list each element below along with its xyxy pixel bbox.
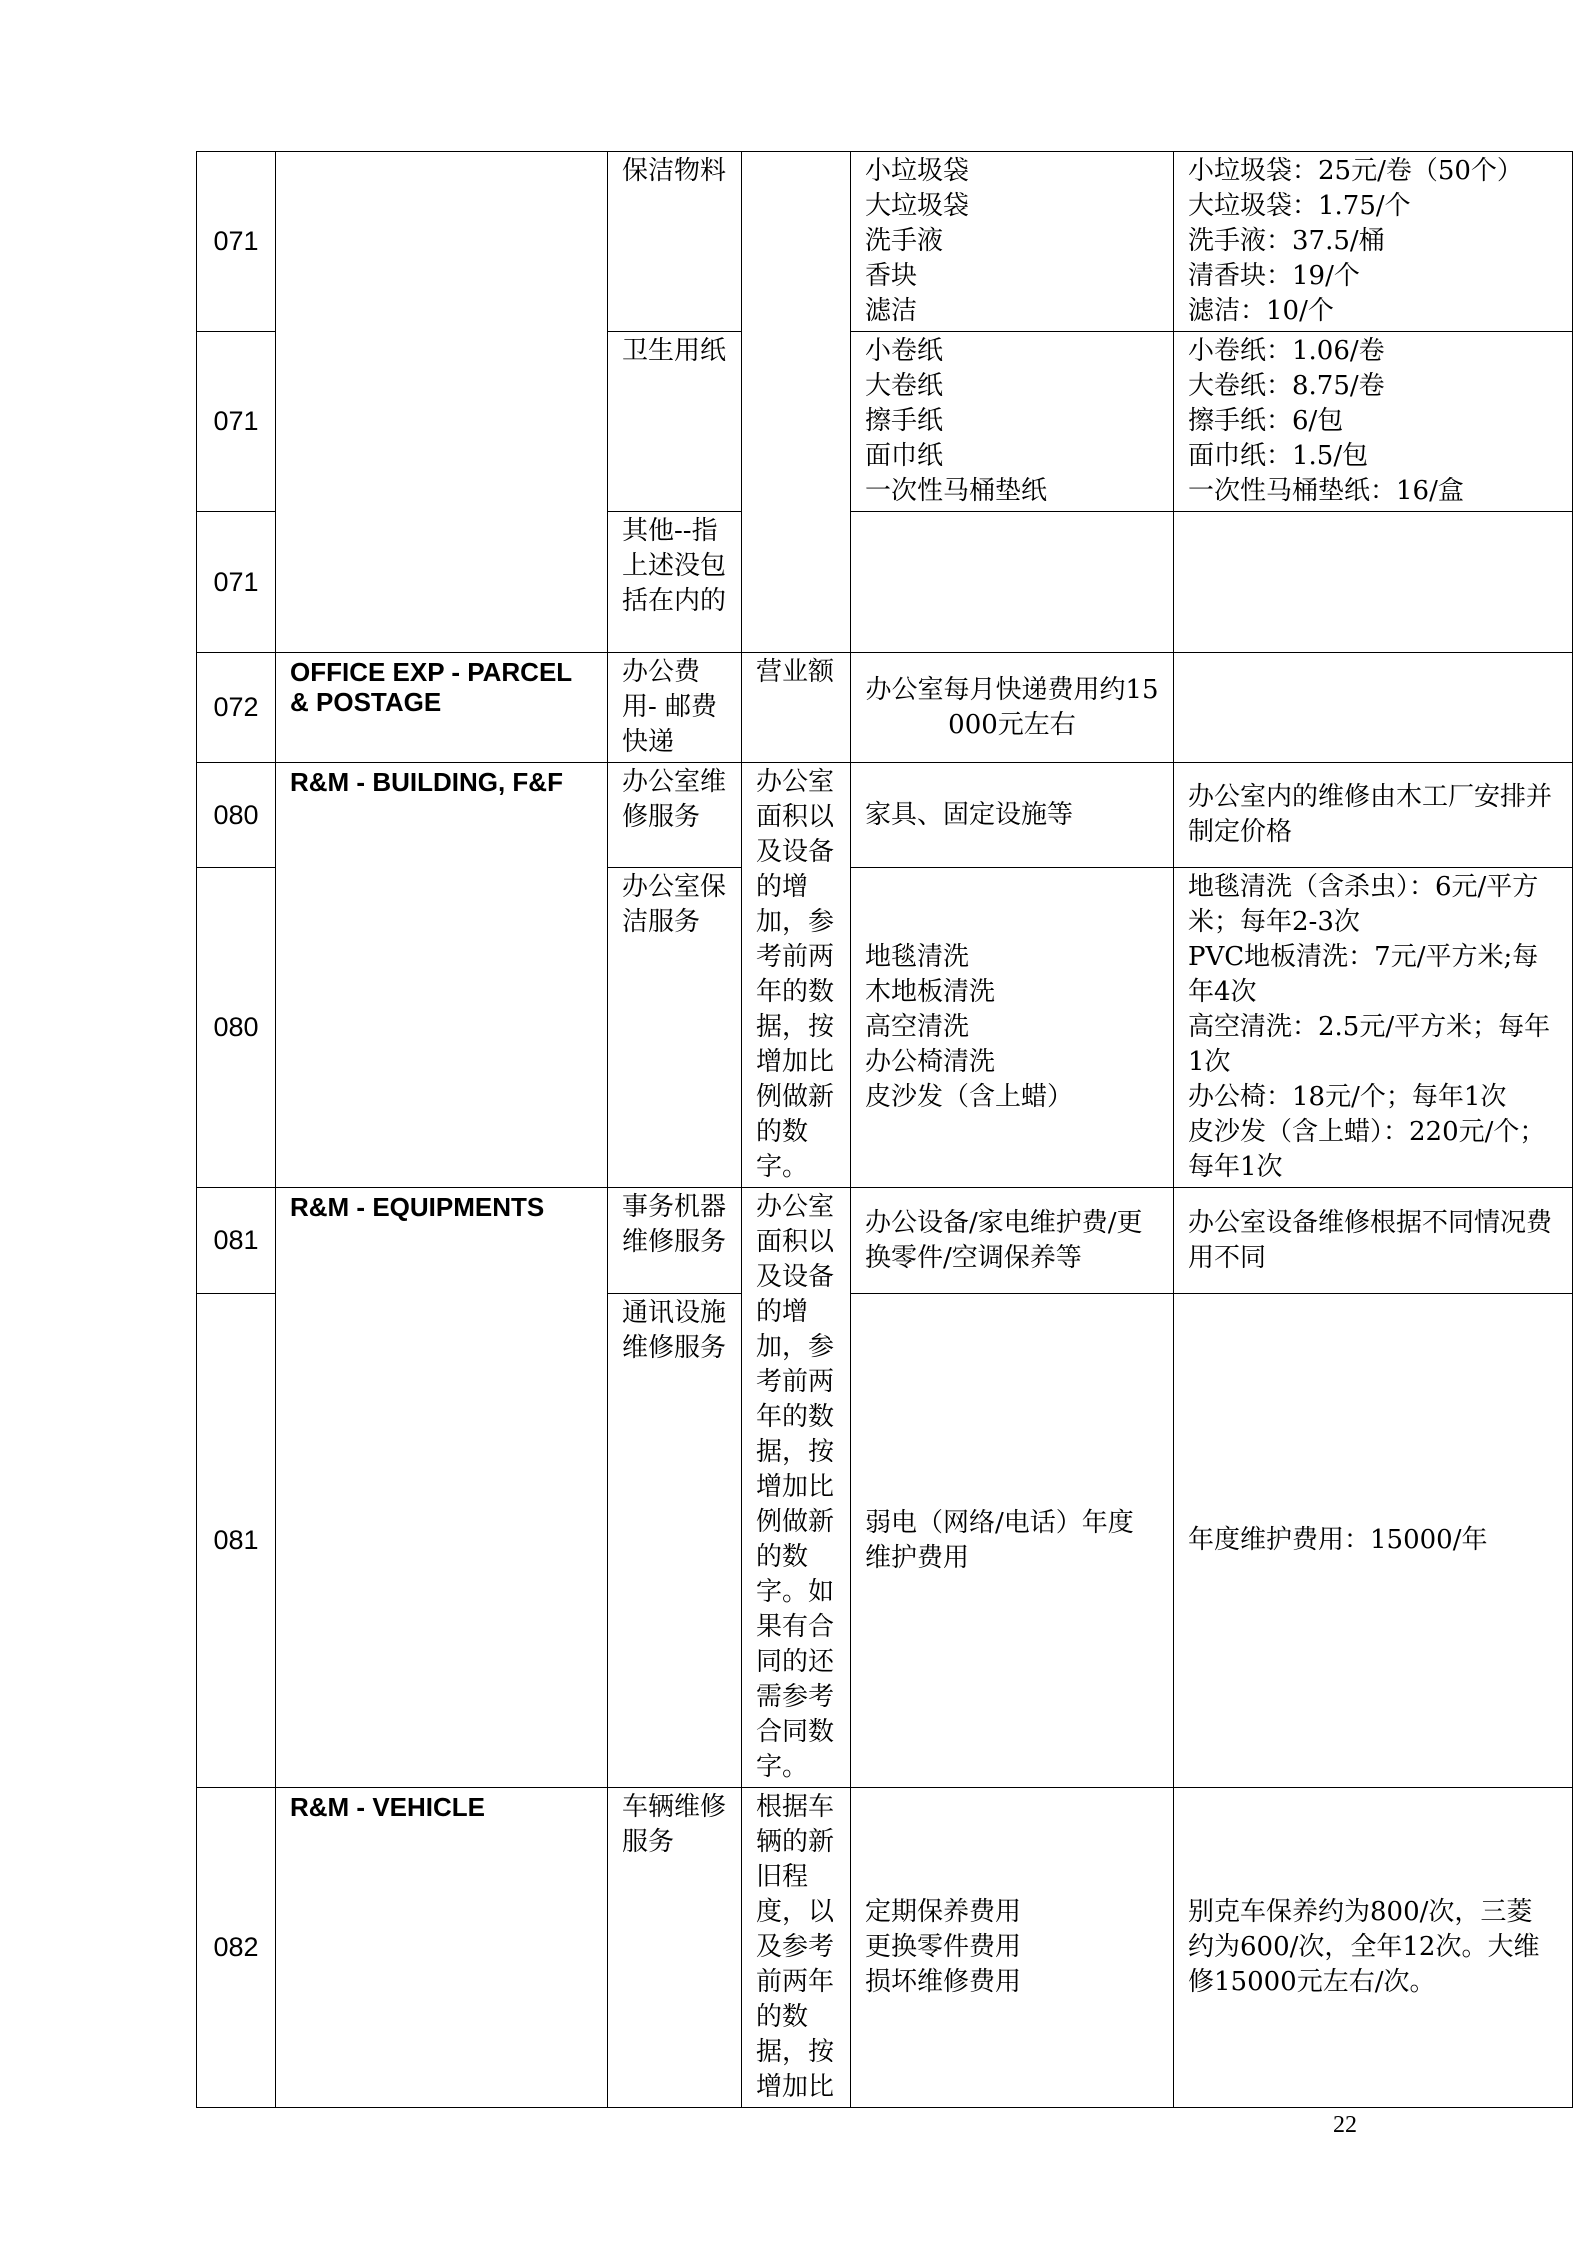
items-cell: 弱电（网络/电话）年度维护费用 [851,1294,1174,1788]
prices-cell: 年度维护费用：15000/年 [1174,1294,1573,1788]
account-name: R&M - EQUIPMENTS [276,1188,608,1788]
basis-cell: 办公室面积以及设备的增加，参考前两年的数据，按增加比例做新的数字。 [742,763,851,1188]
category-cell: 办公室维修服务 [608,763,742,868]
account-name: R&M - VEHICLE [276,1788,608,2108]
budget-table [196,151,1573,2108]
basis-cell [742,152,851,653]
category-cell: 事务机器维修服务 [608,1188,742,1294]
price-line: 皮沙发（含上蜡）：220元/个；每年1次 [1188,1117,1546,1182]
price-line: 洗手液：37.5/桶 [1188,226,1385,256]
prices-cell: 办公室内的维修由木工厂安排并制定价格 [1174,763,1573,868]
items-cell: 家具、固定设施等 [851,763,1174,868]
account-code: 081 [197,1188,276,1294]
item-line: 面巾纸 [865,441,944,471]
items-cell [851,152,1174,332]
items-cell [851,1788,1174,2108]
category-cell: 办公室保洁服务 [608,868,742,1188]
item-line: 大卷纸 [865,371,944,401]
account-code: 081 [197,1294,276,1788]
price-line: 大卷纸：8.75/卷 [1188,371,1385,401]
prices-cell: 别克车保养约为800/次，三菱约为600/次，全年12次。大维修15000元左右/次。 [1174,1788,1573,2108]
price-line: 高空清洗：2.5元/平方米；每年1次 [1188,1012,1551,1077]
account-code: 071 [197,152,276,332]
category-cell: 办公费用- 邮费快递 [608,653,742,763]
item-line: 香块 [865,261,918,291]
category-cell: 通讯设施维修服务 [608,1294,742,1788]
price-line: 清香块：19/个 [1188,261,1360,291]
prices-cell [1174,332,1573,512]
account-name-cell [276,152,608,653]
account-code: 082 [197,1788,276,2108]
price-line: 地毯清洗（含杀虫）：6元/平方米；每年2-3次 [1188,872,1539,937]
category-cell: 卫生用纸 [608,332,742,512]
item-line: 滤洁 [865,296,918,326]
page-number: 22 [1333,2112,1357,2138]
item-line: 擦手纸 [865,406,944,436]
prices-cell [1174,868,1573,1188]
price-line: 小垃圾袋：25元/卷（50个） [1188,156,1523,186]
table-row [197,1788,1573,2108]
price-line: 擦手纸：6/包 [1188,406,1344,436]
items-cell [851,512,1174,653]
price-line: 小卷纸：1.06/卷 [1188,336,1385,366]
item-line: 小垃圾袋 [865,156,970,186]
account-code: 072 [197,653,276,763]
prices-cell [1174,512,1573,653]
account-code: 080 [197,868,276,1188]
account-code: 071 [197,512,276,653]
account-name: R&M - BUILDING, F&F [276,763,608,1188]
items-cell: 办公设备/家电维护费/更换零件/空调保养等 [851,1188,1174,1294]
price-line: 面巾纸：1.5/包 [1188,441,1369,471]
table-row [197,152,1573,332]
category-cell: 保洁物料 [608,152,742,332]
account-name: OFFICE EXP - PARCEL & POSTAGE [276,653,608,763]
price-line: 滤洁：10/个 [1188,296,1334,326]
items-cell: 办公室每月快递费用约15000元左右 [851,653,1174,763]
price-line: 一次性马桶垫纸：16/盒 [1188,476,1464,506]
items-cell [851,332,1174,512]
item-line: 皮沙发（含上蜡） [865,1082,1074,1112]
prices-cell [1174,152,1573,332]
item-line: 高空清洗 [865,1012,970,1042]
item-line: 小卷纸 [865,336,944,366]
category-cell: 其他--指上述没包括在内的 [608,512,742,653]
prices-cell [1174,653,1573,763]
item-line: 洗手液 [865,226,944,256]
item-line: 定期保养费用 [865,1897,1022,1927]
table-row [197,763,1573,868]
items-cell [851,868,1174,1188]
prices-cell: 办公室设备维修根据不同情况费用不同 [1174,1188,1573,1294]
account-code: 071 [197,332,276,512]
item-line: 更换零件费用 [865,1932,1022,1962]
price-line: 办公椅：18元/个；每年1次 [1188,1082,1507,1112]
price-line: 大垃圾袋：1.75/个 [1188,191,1411,221]
basis-cell: 办公室面积以及设备的增加，参考前两年的数据，按增加比例做新的数字。如果有合同的还需参考合同数字。 [742,1188,851,1788]
item-line: 损坏维修费用 [865,1967,1022,1997]
item-line: 大垃圾袋 [865,191,970,221]
account-code: 080 [197,763,276,868]
price-line: PVC地板清洗：7元/平方米;每年4次 [1188,942,1539,1007]
item-line: 木地板清洗 [865,977,996,1007]
category-cell: 车辆维修服务 [608,1788,742,2108]
item-line: 一次性马桶垫纸 [865,476,1048,506]
table-row [197,1188,1573,1294]
item-line: 办公椅清洗 [865,1047,996,1077]
table-row [197,653,1573,763]
basis-cell: 营业额 [742,653,851,763]
item-line: 地毯清洗 [865,942,970,972]
basis-cell: 根据车辆的新旧程度，以及参考前两年的数据，按增加比 [742,1788,851,2108]
